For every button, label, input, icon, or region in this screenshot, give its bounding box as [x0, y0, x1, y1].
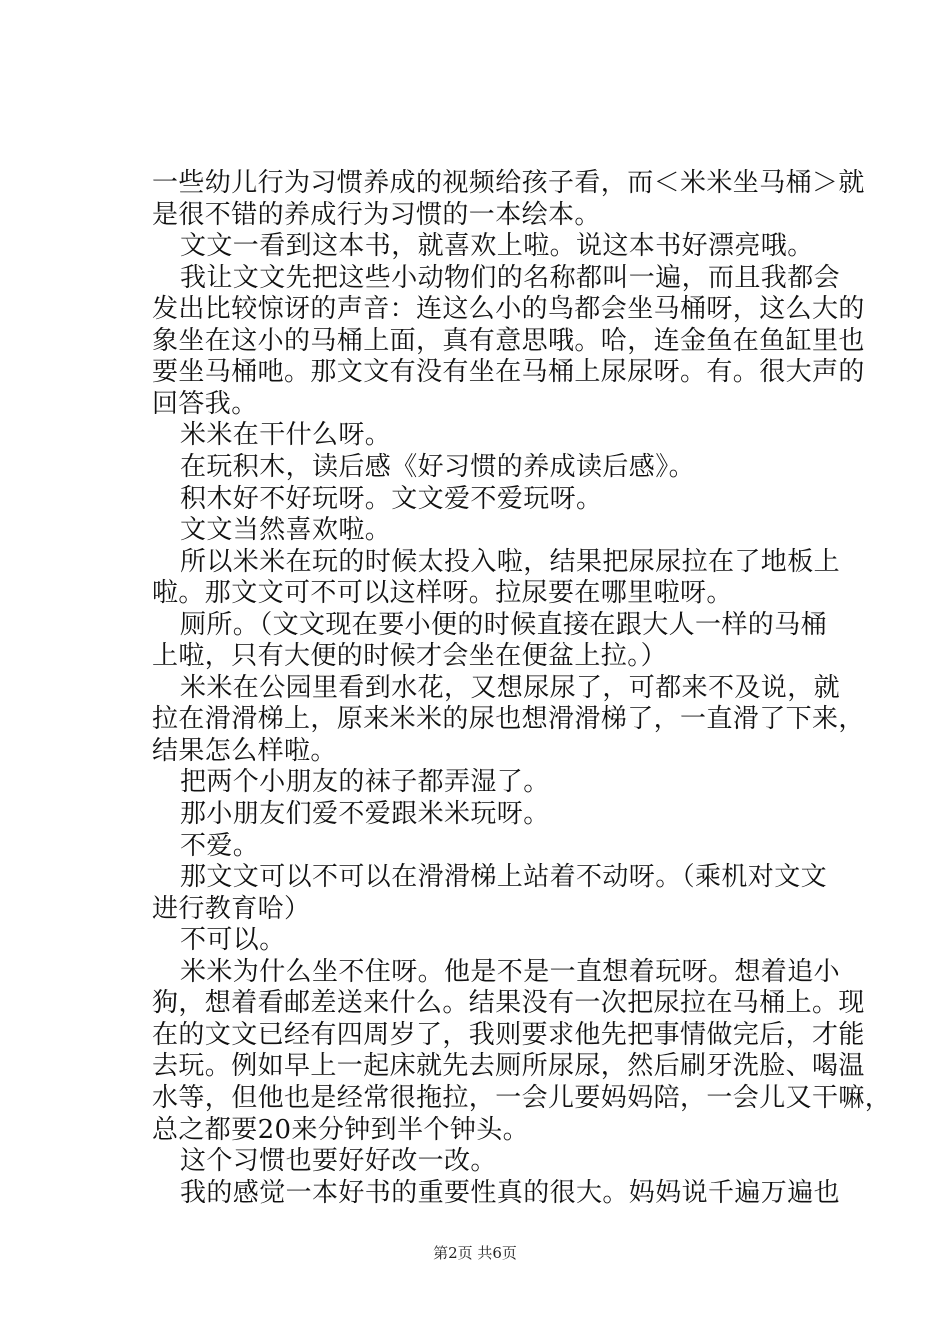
- text-line: 是很不错的养成行为习惯的一本绘本。: [152, 199, 601, 230]
- text-line: 水等，但他也是经常很拖拉，一会儿要妈妈陪，一会儿又干嘛，: [152, 1082, 892, 1113]
- text-line: 文文一看到这本书，就喜欢上啦。说这本书好漂亮哦。: [180, 231, 814, 262]
- text-line: 所以米米在玩的时候太投入啦，结果把尿尿拉在了地板上: [180, 546, 841, 577]
- text-line: 米米为什么坐不住呀。他是不是一直想着玩呀。想着追小: [180, 956, 841, 987]
- text-line: 米米在公园里看到水花，又想尿尿了，可都来不及说，就: [180, 672, 841, 703]
- text-line: 狗，想着看邮差送来什么。结果没有一次把尿拉在马桶上。现: [152, 988, 865, 1019]
- text-line: 要坐马桶吔。那文文有没有坐在马桶上尿尿呀。有。很大声的: [152, 357, 865, 388]
- text-line: 去玩。例如早上一起床就先去厕所尿尿，然后刷牙洗脸、喝温: [152, 1051, 865, 1082]
- text-line: 我让文文先把这些小动物们的名称都叫一遍，而且我都会: [180, 262, 841, 293]
- text-line: 我的感觉一本好书的重要性真的很大。妈妈说千遍万遍也: [180, 1177, 841, 1208]
- text-line: 不可以。: [180, 925, 286, 956]
- text-line: 那文文可以不可以在滑滑梯上站着不动呀。（乘机对文文: [180, 862, 828, 893]
- text-line: 把两个小朋友的袜子都弄湿了。: [180, 767, 550, 798]
- text-line: 拉在滑滑梯上，原来米米的尿也想滑滑梯了，一直滑了下来，: [152, 704, 865, 735]
- text-line: 在玩积木，读后感《好习惯的养成读后感》。: [180, 451, 696, 482]
- text-line: 发出比较惊讶的声音：连这么小的鸟都会坐马桶呀，这么大的: [152, 294, 865, 325]
- text-line: 结果怎么样啦。: [152, 735, 337, 766]
- text-line: 那小朋友们爱不爱跟米米玩呀。: [180, 799, 550, 829]
- text-line: 象坐在这小的马桶上面，真有意思哦。哈，连金鱼在鱼缸里也: [152, 325, 865, 356]
- text-line: 总之都要20来分钟到半个钟头。: [152, 1114, 530, 1145]
- text-line: 积木好不好玩呀。文文爱不爱玩呀。: [180, 483, 603, 514]
- text-line: 在的文文已经有四周岁了，我则要求他先把事情做完后，才能: [152, 1019, 865, 1050]
- text-line: 回答我。: [152, 388, 258, 419]
- text-line: 米米在干什么呀。: [180, 420, 392, 451]
- page-footer: 第2页 共6页: [433, 1244, 517, 1262]
- text-line: 进行教育哈）: [152, 893, 311, 924]
- text-line: 这个习惯也要好好改一改。: [180, 1146, 497, 1177]
- text-line: 啦。那文文可不可以这样呀。拉尿要在哪里啦呀。: [152, 578, 733, 609]
- text-line: 上啦，只有大便的时候才会坐在便盆上拉。）: [152, 641, 668, 672]
- text-line: 厕所。（文文现在要小便的时候直接在跟大人一样的马桶: [180, 609, 828, 640]
- text-line: 不爱。: [180, 830, 260, 861]
- text-line: 文文当然喜欢啦。: [180, 515, 392, 546]
- text-line: 一些幼儿行为习惯养成的视频给孩子看，而＜米米坐马桶＞就: [152, 168, 865, 198]
